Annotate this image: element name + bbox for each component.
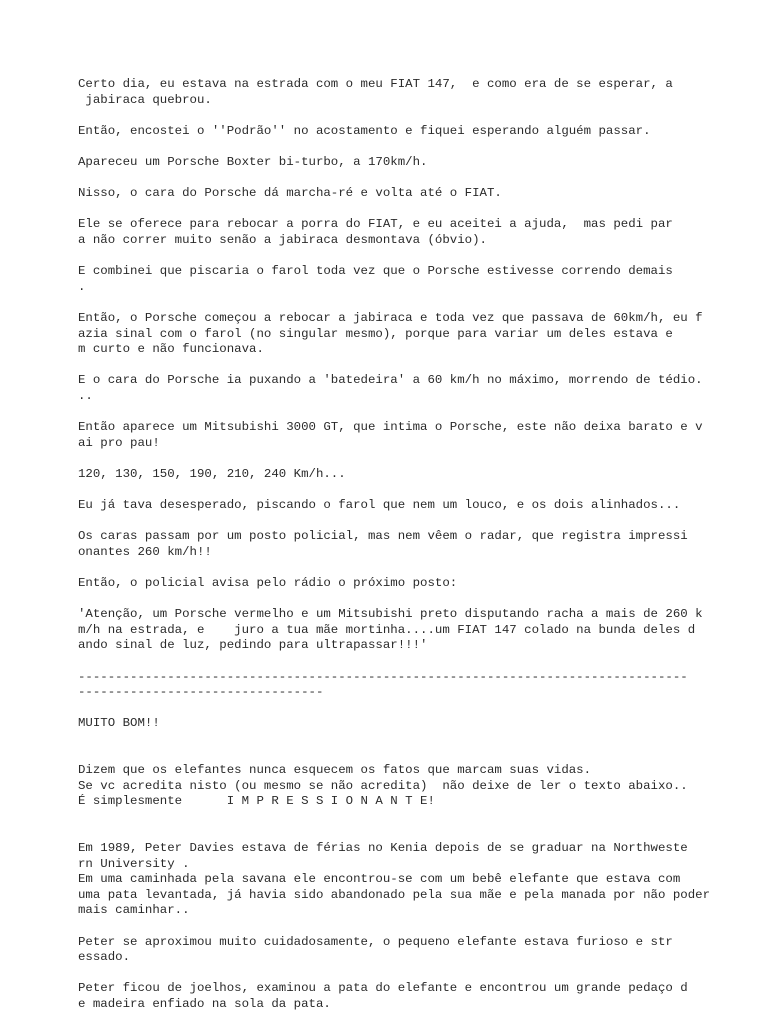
text-line: Peter se aproximou muito cuidadosamente, o pequeno elefante estava furioso e str — [78, 934, 673, 949]
text-line: 120, 130, 150, 190, 210, 240 Km/h... — [78, 466, 346, 481]
paragraph — [78, 217, 758, 248]
text-line: E o cara do Porsche ia puxando a 'batedeira' a 60 km/h no máximo, morrendo de tédio. — [78, 373, 703, 388]
text-line: Nisso, o cara do Porsche dá marcha-ré e volta até o FIAT. — [78, 186, 502, 201]
paragraph — [78, 467, 758, 483]
document-body — [78, 77, 758, 1013]
paragraph — [78, 607, 758, 654]
paragraph — [78, 763, 758, 810]
text-line: Então aparece um Mitsubishi 3000 GT, que intima o Porsche, este não deixa barato e v — [78, 420, 703, 435]
paragraph — [78, 155, 758, 171]
text-line: Ele se oferece para rebocar a porra do FIAT, e eu aceitei a ajuda, mas pedi par — [78, 217, 673, 232]
paragraph — [78, 498, 758, 514]
paragraph — [78, 186, 758, 202]
text-line: E combinei que piscaria o farol toda vez que o Porsche estivesse correndo demais — [78, 264, 673, 279]
text-line: Dizem que os elefantes nunca esquecem os fatos que marcam suas vidas. — [78, 763, 592, 778]
text-line: Então, o Porsche começou a rebocar a jabiraca e toda vez que passava de 60km/h, eu f — [78, 310, 703, 325]
text-line: Em 1989, Peter Davies estava de férias no Kenia depois de se graduar na Northweste — [78, 841, 688, 856]
text-line: azia sinal com o farol (no singular mesmo), porque para variar um deles estava e — [78, 326, 673, 341]
text-line: onantes 260 km/h!! — [78, 544, 212, 559]
paragraph — [78, 77, 758, 108]
text-line: essado. — [78, 950, 131, 965]
text-line: Eu já tava desesperado, piscando o farol que nem um louco, e os dois alinhados... — [78, 498, 681, 513]
text-line: ando sinal de luz, pedindo para ultrapassar!!!' — [78, 638, 428, 653]
text-line: Em uma caminhada pela savana ele encontrou-se com um bebê elefante que estava com — [78, 872, 681, 887]
text-line: mais caminhar.. — [78, 903, 190, 918]
text-line: e madeira enfiado na sola da pata. — [78, 997, 331, 1012]
text-line: Se vc acredita nisto (ou mesmo se não acredita) não deixe de ler o texto abaixo.. — [78, 778, 688, 793]
text-line: Peter ficou de joelhos, examinou a pata do elefante e encontrou um grande pedaço d — [78, 981, 688, 996]
paragraph — [78, 981, 758, 1012]
text-line: Então, o policial avisa pelo rádio o próximo posto: — [78, 576, 458, 590]
text-line: .. — [78, 388, 93, 403]
paragraph — [78, 420, 758, 451]
text-line: uma pata levantada, já havia sido abandonado pela sua mãe e pela manada por não poder — [78, 887, 711, 902]
paragraph — [78, 576, 758, 592]
paragraph — [78, 373, 758, 404]
text-line: É simplesmente I M P R E S S I O N A N T E! — [78, 794, 435, 809]
paragraph — [78, 935, 758, 966]
separator-line — [78, 670, 758, 701]
text-line: Os caras passam por um posto policial, mas nem vêem o radar, que registra impressi — [78, 529, 688, 544]
paragraph — [78, 311, 758, 358]
text-line: jabiraca quebrou. — [78, 92, 212, 107]
text-line: . — [78, 279, 86, 294]
text-line: Apareceu um Porsche Boxter bi-turbo, a 170km/h. — [78, 154, 428, 169]
paragraph — [78, 529, 758, 560]
text-line: Certo dia, eu estava na estrada com o meu FIAT 147, e como era de se esperar, a — [78, 77, 673, 91]
text-line: 'Atenção, um Porsche vermelho e um Mitsubishi preto disputando racha a mais de 260 k — [78, 607, 703, 622]
text-line: a não correr muito senão a jabiraca desmontava (óbvio). — [78, 232, 487, 247]
paragraph — [78, 841, 758, 919]
text-line: Então, encostei o ''Podrão'' no acostamento e fiquei esperando alguém passar. — [78, 123, 651, 138]
paragraph — [78, 716, 758, 732]
paragraph — [78, 124, 758, 140]
text-line: m curto e não funcionava. — [78, 342, 264, 357]
paragraph — [78, 264, 758, 295]
text-line: ---------------------------------------------------------------------------------- — [78, 669, 688, 684]
text-line: ai pro pau! — [78, 435, 160, 450]
text-line: m/h na estrada, e juro a tua mãe mortinha....um FIAT 147 colado na bunda deles d — [78, 622, 696, 637]
text-line: MUITO BOM!! — [78, 716, 160, 731]
text-line: rn University . — [78, 856, 190, 871]
text-line: --------------------------------- — [78, 685, 324, 700]
